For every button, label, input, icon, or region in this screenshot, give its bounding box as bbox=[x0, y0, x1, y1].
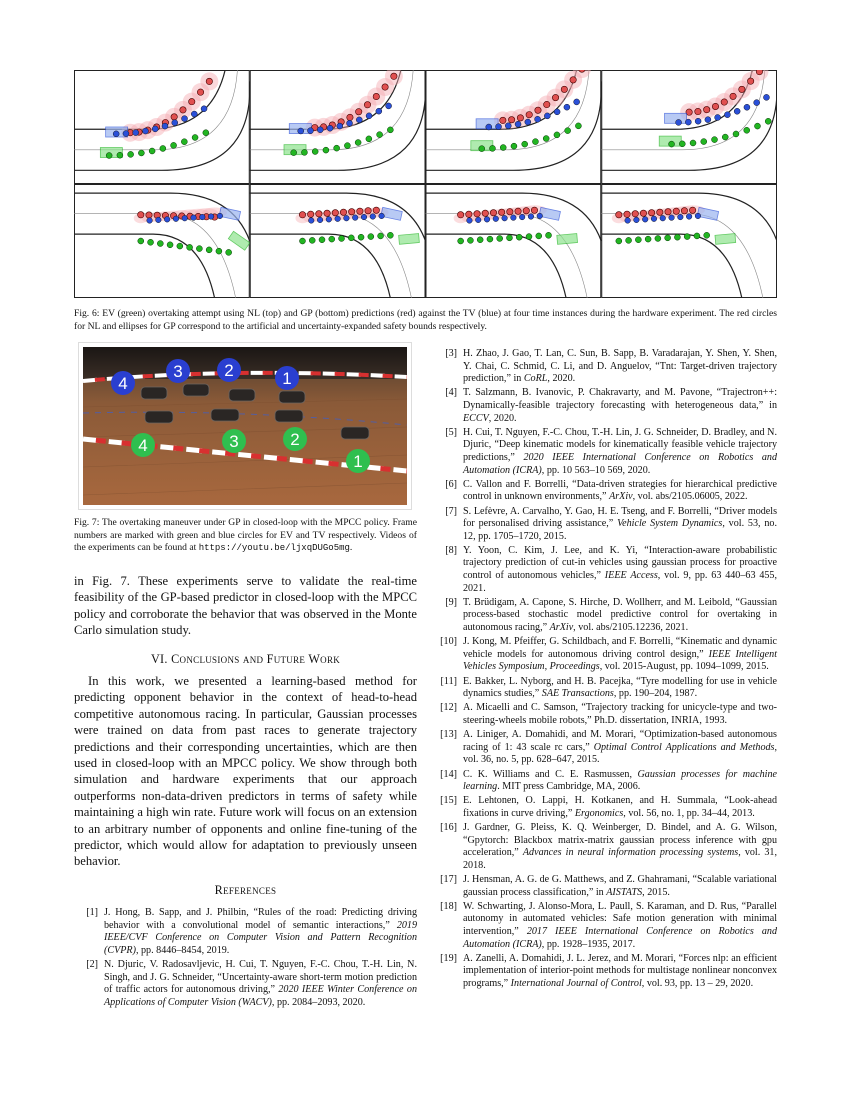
figure-6-trajectory-panels bbox=[74, 70, 777, 298]
panel-gp-t1 bbox=[74, 185, 250, 299]
reference-number: [8] bbox=[445, 544, 457, 556]
reference-text: J. Hong, B. Sapp, and J. Philbin, “Rules of the road: Predicting driving behavior with a convolutional model of semantic interactions,” 2019 IEEE/CVF Conference on Computer Vision and Pattern Recognition (CVPR), pp. 8446–8454, 2019. bbox=[104, 907, 417, 956]
reference-item bbox=[74, 907, 417, 957]
reference-text: A. Micaelli and C. Samson, “Trajectory tracking for unicycle-type and two-steering-wheels mobile robots,” Ph.D. dissertation, INRIA, 1993. bbox=[463, 702, 777, 726]
reference-number: [1] bbox=[86, 907, 98, 918]
reference-item bbox=[433, 702, 777, 727]
reference-text: T. Brüdigam, A. Capone, S. Hirche, D. Wollherr, and M. Leibold, “Gaussian process-based stochastic model predictive control for overtaking in autonomous racing,” ArXiv, vol. abs/2105.12236, 2021. bbox=[463, 596, 777, 634]
reference-text: S. Lefèvre, A. Carvalho, Y. Gao, H. E. Tseng, and F. Borrelli, “Driver models for personalised driving assistance,” Vehicle System Dynamics, vol. 53, no. 12, pp. 1705–1720, 2015. bbox=[463, 505, 777, 542]
reference-item bbox=[433, 901, 777, 951]
reference-number: [9] bbox=[445, 596, 457, 608]
panel-gp-t2 bbox=[250, 185, 426, 299]
reference-number: [18] bbox=[440, 900, 457, 912]
reference-number: [12] bbox=[440, 702, 457, 714]
references-list-left bbox=[74, 907, 417, 1011]
figure-7-caption bbox=[74, 517, 417, 555]
reference-item bbox=[433, 874, 777, 899]
reference-number: [17] bbox=[440, 874, 457, 886]
panel-nl-t2 bbox=[250, 70, 426, 184]
reference-text: Y. Yoon, C. Kim, J. Lee, and K. Yi, “Interaction-aware probabilistic trajectory prediction of cut-in vehicles using gaussian process for proactive control of autonomous vehicles,” IEEE Access, vol. 9, pp. 63 440–63 455, 2021. bbox=[463, 544, 778, 594]
reference-number: [3] bbox=[445, 348, 457, 359]
panel-nl-t4 bbox=[601, 70, 777, 183]
reference-item bbox=[433, 479, 777, 504]
reference-item bbox=[433, 348, 777, 386]
reference-item bbox=[433, 545, 777, 595]
reference-number: [13] bbox=[440, 729, 457, 741]
figure-6-caption: Fig. 6: EV (green) overtaking attempt using NL (top) and GP (bottom) predictions (red) against the TV (blue) at four time instances during the hardware experiment. The red circles for NL and ellipses for GP correspond to the artificial and uncertainty-expanded safety bounds respectively. bbox=[74, 308, 777, 332]
reference-item bbox=[433, 769, 777, 794]
reference-text: J. Hensman, A. G. de G. Matthews, and Z. Ghahramani, “Scalable variational gaussian process classification,” in AISTATS, 2015. bbox=[463, 874, 777, 898]
reference-number: [4] bbox=[445, 387, 457, 399]
reference-number: [14] bbox=[440, 768, 457, 780]
reference-text: J. Kong, M. Pfeiffer, G. Schildbach, and F. Borrelli, “Kinematic and dynamic vehicle models for autonomous driving control design,” IEEE Intelligent Vehicles Symposium, Proceedings, vol. 2015-August, pp. 1094–1099, 2015. bbox=[463, 636, 777, 673]
figure-7-photo bbox=[78, 342, 412, 510]
reference-number: [5] bbox=[445, 426, 457, 438]
figure-7-caption-end: . bbox=[349, 542, 353, 553]
tv-label-2: 2 bbox=[224, 361, 234, 380]
reference-number: [16] bbox=[440, 822, 457, 834]
reference-item bbox=[433, 636, 777, 674]
reference-item bbox=[433, 387, 777, 425]
reference-text: A. Zanelli, A. Domahidi, J. L. Jerez, and M. Morari, “Forces nlp: an efficient implementation of interior-point methods for multistage nonlinear nonconvex programs,” International Journal of Control, vol. 93, pp. 13 – 29, 2020. bbox=[463, 952, 777, 989]
figure-7-caption-text: Fig. 7: The overtaking maneuver under GP in closed-loop with the MPCC policy. Frame numbers are marked with green and blue circles for EV and TV respectively. Videos of the experiments can be found at bbox=[74, 517, 417, 553]
reference-item bbox=[433, 729, 777, 767]
reference-text: C. K. Williams and C. E. Rasmussen, Gaussian processes for machine learning. MIT press Cambridge, MA, 2006. bbox=[463, 768, 777, 793]
references-list-right bbox=[433, 348, 777, 992]
reference-text: H. Cui, T. Nguyen, F.-C. Chou, T.-H. Lin, J. G. Schneider, D. Bradley, and N. Djuric, “Deep kinematic models for kinematically feasible vehicle trajectory predictions,” 2020 IEEE International Conference on Robotics and Automation (ICRA), pp. 10 563–10 569, 2020. bbox=[463, 426, 777, 476]
ev-label-1: 1 bbox=[353, 452, 363, 471]
tv-label-3: 3 bbox=[173, 362, 183, 381]
reference-text: W. Schwarting, J. Alonso-Mora, L. Paull, S. Karaman, and D. Rus, “Parallel autonomy in automated vehicles: Safe motion generation with minimal intervention,” 2017 IEEE International Conference on Robotics and Automation (ICRA), pp. 1928–1935, 2017. bbox=[463, 900, 777, 950]
section-heading-vi bbox=[74, 652, 417, 667]
references-heading: References bbox=[214, 883, 277, 897]
panel-nl-t1 bbox=[74, 70, 250, 184]
reference-text: A. Liniger, A. Domahidi, and M. Morari, “Optimization-based autonomous racing of 1: 43 scale rc cars,” Optimal Control Applications and Methods, vol. 36, no. 5, pp. 628–647, 2015. bbox=[463, 729, 777, 766]
ev-label-3: 3 bbox=[229, 432, 239, 451]
reference-number: [15] bbox=[440, 795, 457, 807]
ev-label-2: 2 bbox=[290, 430, 300, 449]
ev-label-4: 4 bbox=[138, 436, 148, 455]
tv-label-4: 4 bbox=[118, 374, 128, 393]
reference-number: [2] bbox=[86, 958, 98, 970]
reference-item bbox=[433, 822, 777, 872]
reference-text: E. Bakker, L. Nyborg, and H. B. Pacejka, “Tyre modelling for use in vehicle dynamics studies,” SAE Transactions, pp. 190–204, 1987. bbox=[463, 675, 777, 700]
reference-text: H. Zhao, J. Gao, T. Lan, C. Sun, B. Sapp, B. Varadarajan, Y. Shen, Y. Shen, Y. Chai, C. Schmid, C. Li, and D. Anguelov, “Tnt: Target-driven trajectory prediction,” in CoRL, 2020. bbox=[463, 348, 777, 385]
section-title: Conclusions and Future Work bbox=[171, 652, 341, 666]
video-link[interactable]: https://youtu.be/ljxqDUGo5mg bbox=[198, 543, 350, 553]
reference-text: T. Salzmann, B. Ivanovic, P. Chakravarty, and M. Pavone, “Trajectron++: Dynamically-feasible trajectory forecasting with heterogeneous data,” in ECCV, 2020. bbox=[463, 387, 777, 424]
tv-label-1: 1 bbox=[282, 369, 292, 388]
panel-gp-t4 bbox=[601, 185, 777, 299]
reference-item bbox=[433, 506, 777, 544]
reference-text: C. Vallon and F. Borrelli, “Data-driven strategies for hierarchical predictive control in unknown environments,” ArXiv, vol. abs/2105.06005, 2022. bbox=[463, 478, 777, 503]
reference-item bbox=[433, 597, 777, 635]
reference-number: [6] bbox=[445, 478, 457, 490]
race-track-photo bbox=[83, 347, 407, 505]
reference-number: [11] bbox=[440, 675, 457, 687]
reference-text: N. Djuric, V. Radosavljevic, H. Cui, T. Nguyen, F.-C. Chou, T.-H. Lin, N. Singh, and J. G. Schneider, “Uncertainty-aware short-term motion prediction of traffic actors for autonomous driving,” 2020 IEEE Winter Conference on Applications of Computer Vision (WACV), pp. 2084–2093, 2020. bbox=[104, 958, 417, 1008]
reference-item bbox=[74, 959, 417, 1009]
reference-item bbox=[433, 953, 777, 991]
section-number: VI. bbox=[150, 652, 168, 666]
reference-number: [7] bbox=[445, 505, 457, 517]
body-paragraph-2: In this work, we presented a learning-based method for predicting opponent behavior in the context of head-to-head competitive autonomous racing. In particular, Gaussian processes were trained on data from past races to generate trajectory predictions and their corresponding uncertainties, which are then used in closed-loop with an MPCC policy. We show through both simulation and hardware experiments that our approach outperforms non-data-driven predictors in terms of safety while maintaining a high win rate. Future work will focus on an extension to an arbitrary number of opponents and online fine-tuning of the predictor, which would allow for adaptation to previously unseen behavior. bbox=[74, 674, 417, 869]
panel-nl-t3 bbox=[426, 70, 602, 184]
reference-text: J. Gardner, G. Pleiss, K. Q. Weinberger, D. Bindel, and A. G. Wilson, “Gpytorch: Blackbox matrix-matrix gaussian process inference with gpu acceleration,” Advances in neural information processing systems, vol. 31, 2018. bbox=[463, 822, 777, 871]
body-paragraph-1: in Fig. 7. These experiments serve to validate the real-time feasibility of the GP-based predictor in closed-loop with the MPCC policy and corroborate the behavior that was observed in the Monte Carlo simulation study. bbox=[74, 574, 417, 638]
panel-gp-t3 bbox=[426, 185, 602, 299]
reference-text: E. Lehtonen, O. Lappi, H. Kotkanen, and H. Summala, “Look-ahead fixations in curve driving,” Ergonomics, vol. 56, no. 1, pp. 34–44, 2013. bbox=[463, 795, 777, 819]
reference-number: [19] bbox=[440, 952, 457, 964]
reference-number: [10] bbox=[440, 636, 457, 648]
reference-item bbox=[433, 427, 777, 477]
reference-item bbox=[433, 795, 777, 820]
reference-item bbox=[433, 676, 777, 701]
